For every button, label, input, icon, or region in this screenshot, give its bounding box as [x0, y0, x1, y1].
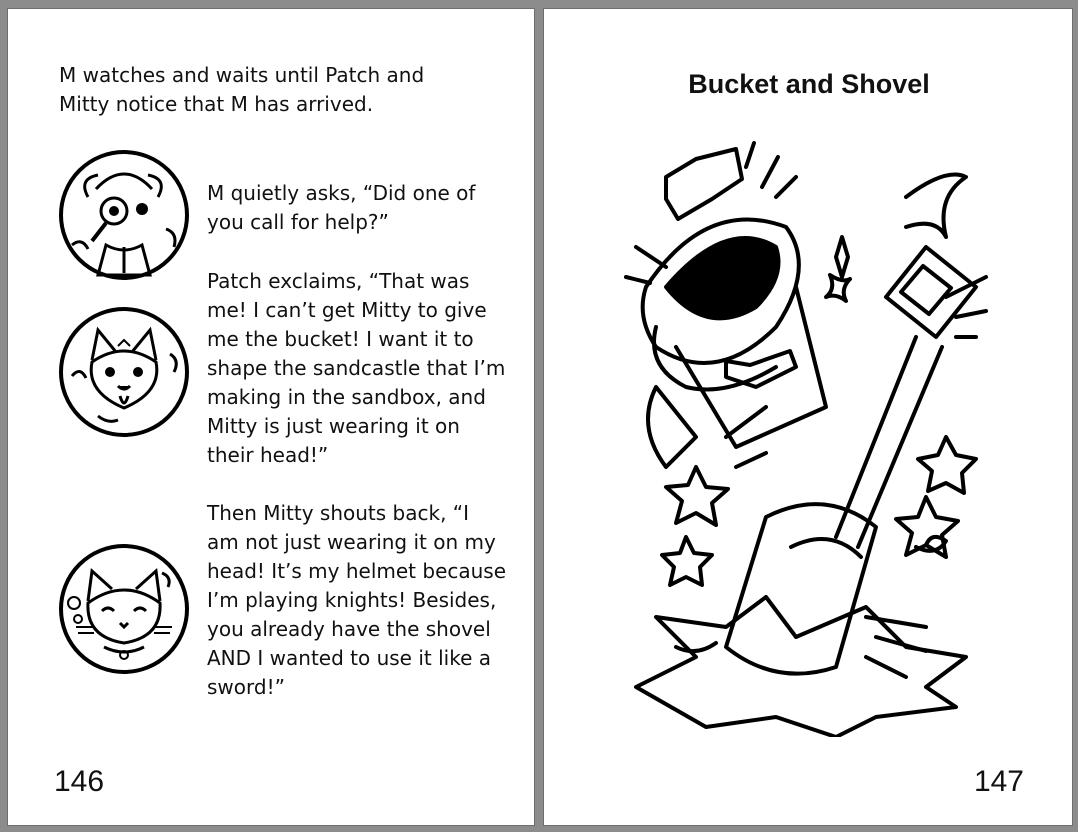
left-page: [8, 9, 534, 825]
page-number-right: 147: [973, 765, 1024, 798]
bucket-and-shovel-illustration: [616, 137, 1006, 737]
page-number-left: 146: [54, 765, 105, 798]
mitty-cat-portrait-icon: [58, 543, 190, 675]
intro-text: M watches and waits until Patch and Mitty notice that M has arrived.: [59, 63, 425, 116]
patch-dog-portrait-icon: [58, 306, 190, 438]
paragraph-patch-exclaims: Patch exclaims, “That was me! I can’t get Mitty to give me the bucket! I want it to shape the sandcastle that I’m making in the sandbox, and Mitty is just wearing it on their head!”: [207, 269, 506, 467]
m-detective-portrait-icon: [58, 149, 190, 281]
right-page: [544, 9, 1072, 825]
page-title: Bucket and Shovel: [688, 69, 930, 99]
paragraph-mitty-shouts: Then Mitty shouts back, “I am not just wearing it on my head! It’s my helmet because I’m playing knights! Besides, you already have the shovel AND I wanted to use it like a sword!”: [207, 501, 507, 699]
paragraph-m-asks: M quietly asks, “Did one of you call for help?”: [207, 181, 476, 234]
